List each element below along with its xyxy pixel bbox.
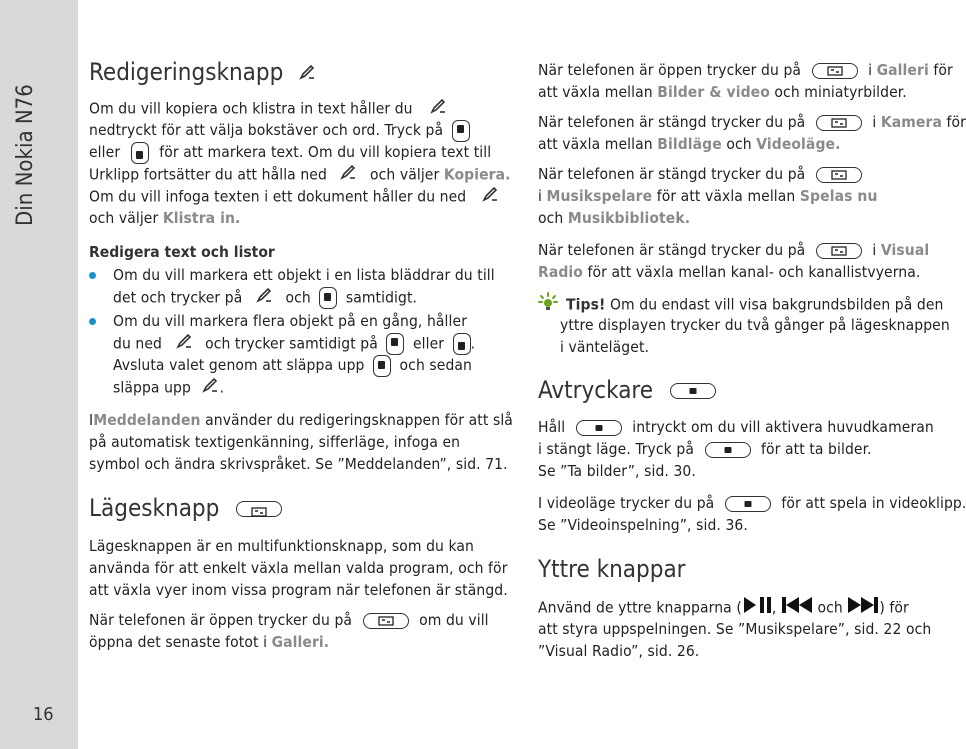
navi-key-icon: [453, 333, 471, 355]
mode-p1-line2: använda för att enkelt växla mellan valda program, och för: [89, 559, 508, 577]
mode-key-icon: [816, 243, 862, 259]
r-p3-line3: och Musikbibliotek.: [538, 209, 691, 227]
edit-p2-line2: på automatisk textigenkänning, sifferläge, infoga en: [89, 433, 461, 451]
mode-p1-line3: att växla vyer inom vissa program när telefonen är stängd.: [89, 581, 508, 599]
b2-line3: Avsluta valet genom att släppa upp och sedan: [113, 354, 472, 377]
cap-p1-line3: Se ”Ta bilder”, sid. 30.: [538, 462, 696, 480]
bullet-2: [89, 318, 96, 325]
capture-key-heading: Avtryckare: [538, 376, 716, 404]
edit-p2-line1: IMeddelanden använder du redigeringsknappen för att slå: [89, 411, 513, 429]
b2-line1: Om du vill markera flera objekt på en gång, håller: [113, 312, 468, 330]
cap-p2-line2: Se ”Videoinspelning”, sid. 36.: [538, 516, 748, 534]
edit-p2-line3: symbol och ändra skrivspråket. Se ”Meddelanden”, sid. 71.: [89, 455, 508, 473]
navi-key-icon: [373, 355, 391, 377]
edit-p1-line2: nedtryckt för att välja bokstäver och ord. Tryck på: [89, 119, 470, 142]
play-pause-icon: [742, 596, 772, 620]
edit-key-heading: Redigeringsknapp: [89, 58, 316, 87]
mode-key-heading: Lägesknapp: [89, 494, 282, 522]
chapter-title: Din Nokia N76: [13, 84, 38, 226]
forward-icon: [847, 596, 879, 620]
mode-key-icon: [816, 167, 862, 183]
pencil-edit-key-icon: [201, 376, 219, 400]
navi-key-icon: [319, 287, 337, 309]
navi-key-icon: [452, 120, 470, 142]
capture-key-icon: [670, 383, 716, 399]
b2-line4: släppa upp .: [113, 376, 224, 400]
mode-p2-line1: När telefonen är öppen trycker du på om du vill: [89, 611, 489, 629]
pencil-edit-key-icon: [339, 163, 357, 187]
edit-subheading: Redigera text och listor: [89, 243, 275, 261]
edit-p1-line1: Om du vill kopiera och klistra in text håller du: [89, 97, 447, 121]
pencil-edit-key-icon: [481, 185, 499, 209]
tip-lightbulb-icon: [538, 292, 558, 318]
mode-key-icon: [812, 63, 858, 79]
mode-p2-line2: öppna det senaste fotot i Galleri.: [89, 633, 330, 651]
edit-p1-line4: Urklipp fortsätter du att hålla ned och väljer Kopiera.: [89, 163, 511, 187]
outer-keys-heading: Yttre knappar: [538, 555, 686, 583]
cap-p1-line1: Håll intryckt om du vill aktivera huvudkameran: [538, 418, 934, 436]
sidebar: [0, 0, 78, 749]
r-p1-line1: När telefonen är öppen trycker du på i Galleri för: [538, 61, 953, 79]
navi-key-icon: [131, 142, 149, 164]
r-p4-line2: Radio för att växla mellan kanal- och kanallistvyerna.: [538, 263, 921, 281]
pencil-edit-key-icon: [255, 286, 273, 310]
page-number: 16: [33, 704, 54, 725]
outer-p1-line1: Använd de yttre knapparna ( , och ) för: [538, 596, 909, 620]
r-p3-line1: När telefonen är stängd trycker du på: [538, 163, 862, 185]
rewind-icon: [781, 596, 813, 620]
tip-line2: yttre displayen trycker du två gånger på lägesknappen: [560, 316, 950, 334]
mode-key-icon: [816, 115, 862, 131]
mode-key-icon: [363, 613, 409, 629]
pencil-edit-key-icon: [429, 97, 447, 121]
cap-p1-line2: i stängt läge. Tryck på för att ta bilder.: [538, 440, 872, 458]
capture-key-icon: [576, 420, 622, 436]
edit-p1-line3: eller för att markera text. Om du vill kopiera text till: [89, 141, 491, 164]
r-p4-line1: När telefonen är stängd trycker du på i Visual: [538, 241, 930, 259]
r-p2-line2: att växla mellan Bildläge och Videoläge.: [538, 135, 841, 153]
edit-p1-line6: och väljer Klistra in.: [89, 209, 241, 227]
pencil-edit-key-icon: [175, 332, 193, 356]
r-p1-line2: att växla mellan Bilder & video och miniatyrbilder.: [538, 83, 907, 101]
b2-line2: du ned och trycker samtidigt på eller .: [113, 332, 475, 356]
r-p3-line2: i Musikspelare för att växla mellan Spelas nu: [538, 187, 878, 205]
tip-line1: Tips! Om du endast vill visa bakgrundsbilden på den: [538, 292, 944, 318]
capture-key-icon: [725, 496, 771, 512]
b1-line1: Om du vill markera ett objekt i en lista bläddrar du till: [113, 266, 495, 284]
r-p2-line1: När telefonen är stängd trycker du på i Kamera för: [538, 113, 966, 131]
mode-key-icon: [236, 501, 282, 517]
outer-p1-line3: ”Visual Radio”, sid. 26.: [538, 642, 700, 660]
bullet-1: [89, 272, 96, 279]
pencil-edit-key-icon: [298, 59, 316, 87]
tip-line3: i vänteläget.: [560, 338, 650, 356]
capture-key-icon: [705, 442, 751, 458]
navi-key-icon: [386, 333, 404, 355]
edit-p1-line5: Om du vill infoga texten i ett dokument håller du ned: [89, 185, 499, 209]
b1-line2: det och trycker på och samtidigt.: [113, 286, 417, 310]
mode-p1-line1: Lägesknappen är en multifunktionsknapp, som du kan: [89, 537, 474, 555]
cap-p2-line1: I videoläge trycker du på för att spela in videoklipp.: [538, 494, 966, 512]
outer-p1-line2: att styra uppspelningen. Se ”Musikspelare”, sid. 22 och: [538, 620, 932, 638]
